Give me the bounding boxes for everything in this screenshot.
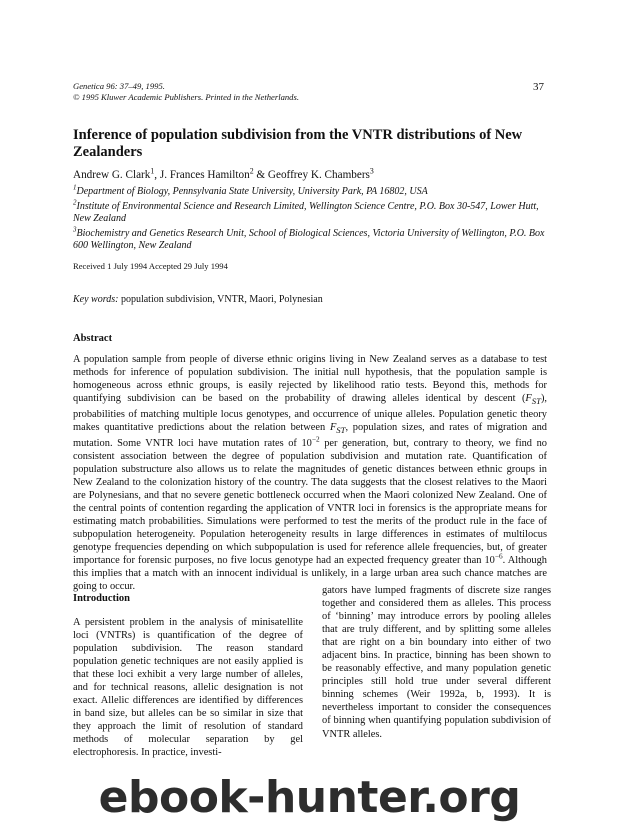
left-column <box>73 593 303 760</box>
received-dates: Received 1 July 1994 Accepted 29 July 1994 <box>73 261 228 271</box>
abstract-heading: Abstract <box>73 333 113 344</box>
paper-title: Inference of population subdivision from the VNTR distributions of New Zealanders <box>73 127 523 160</box>
math-subscript: ST <box>336 425 346 436</box>
abstract-run: A population sample from people of diverse ethnic origins living in New Zealand serves as a database to test methods for inference of population subdivision. The initial null hypothesis, that the population sample is homogeneous across ethnic groups, is easily rejected by likelihood ratio tests. Beyond this, methods for quantifying subdivision can be based on the probability of drawing alleles identical by descent ( <box>73 354 547 404</box>
abstract-run: , population sizes, and rates of migration and mutation. Some VNTR loci have mutation rates of 10 <box>73 422 547 450</box>
affiliation-item <box>73 198 553 225</box>
journal-citation <box>73 81 299 103</box>
math-subscript: ST <box>531 396 541 407</box>
copyright-line: © 1995 Kluwer Academic Publishers. Printed in the Netherlands. <box>73 92 299 102</box>
affiliation-marker: 1 <box>73 183 77 192</box>
affiliation-text: Department of Biology, Pennsylvania State University, University Park, PA 16802, USA <box>76 186 428 197</box>
author-affil-marker: 2 <box>249 166 254 176</box>
abstract-run: ), probabilities of matching multiple locus genotypes, and occurrence of unique alleles. Population genetic theory makes quantitative predictions about the relation between <box>73 393 547 434</box>
affiliation-marker: 3 <box>73 225 77 234</box>
abstract-run: . Although this implies that a match with an innocent individual is unlikely, in a large urban area such chance matches are going to occur. <box>73 555 547 593</box>
keywords-text: population subdivision, VNTR, Maori, Polynesian <box>120 294 323 305</box>
author-name: J. Frances Hamilton <box>159 169 250 181</box>
math-symbol: F <box>329 422 337 434</box>
author-name: Geoffrey K. Chambers <box>267 169 370 181</box>
math-exponent: −2 <box>311 435 320 444</box>
page-number: 37 <box>533 81 544 93</box>
watermark-text: ebook-hunter.org <box>98 772 521 823</box>
author-affil-marker: 3 <box>369 166 374 176</box>
author-name: Andrew G. Clark <box>73 169 151 181</box>
affiliation-item <box>73 183 553 198</box>
affiliation-text: Institute of Environmental Science and Research Limited, Wellington Science Centre, P.O. Box 30-547, Lower Hutt, New Zealand <box>73 201 539 224</box>
journal-line: Genetica 96: 37–49, 1995. <box>73 81 165 91</box>
author-separator: , <box>154 169 160 181</box>
affiliations <box>73 183 553 255</box>
right-column <box>322 584 551 741</box>
introduction-heading: Introduction <box>73 593 130 604</box>
author-list <box>73 166 374 181</box>
abstract-run: per generation, but, contrary to theory, we find no consistent association between the degree of population subdivision and mutation rate. Quantification of population substructure also allows us to relate the magnitudes of genetic distances between ethnic groups in New Zealand to the colonization history of the country. The data suggests that the closest relatives to the Maori are Polynesians, and that no severe genetic bottleneck occurred when the Maori colonized New Zealand. One of the central points of contention regarding the application of VNTR loci in forensics is the appropriate means for estimating match probabilities. Simulations were performed to test the merits of the product rule in the face of subpopulation heterogeneity. Population heterogeneity results in large differences in estimates of multilocus genotype frequencies depending on which subpopulation is used for reference allele frequencies, but, of greater importance for forensic purposes, no five locus genotype had an expected frequency greater than 10 <box>73 438 547 567</box>
math-exponent: −6 <box>494 552 503 561</box>
affiliation-item <box>73 225 553 252</box>
introduction-paragraph-left: A persistent problem in the analysis of minisatellite loci (VNTRs) is quantification of the degree of population subdivision. The reason standard population genetic techniques are not easily applied is that these loci exhibit a very large number of alleles, and for technical reasons, allelic designation is not exact. Allelic differences are identified by differences in band size, but alleles can be so similar in size that they approach the limit of resolution of standard methods of molecular separation by gel electrophoresis. In practice, investi- <box>73 617 303 759</box>
author-affil-marker: 1 <box>150 166 155 176</box>
abstract-text <box>73 353 547 593</box>
affiliation-marker: 2 <box>73 198 77 207</box>
affiliation-text: Biochemistry and Genetics Research Unit, School of Biological Sciences, Victoria University of Wellington, P.O. Box 600 Wellington, New Zealand <box>73 228 545 251</box>
math-symbol: F <box>525 393 532 404</box>
author-separator: & <box>253 169 268 181</box>
keywords-label: Key words: <box>73 294 119 305</box>
keywords <box>73 294 323 305</box>
introduction-paragraph-right: gators have lumped fragments of discrete size ranges together and considered them as alleles. This process of ‘binning’ may introduce errors by pooling alleles that are truly different, and by splitting some alleles that are right on a bin boundary into either of two adjacent bins. In practice, binning has been shown to be reasonably effective, and many population genetic principles still hold true under several different binning schemes (Weir 1992a, b, 1993). It is nevertheless important to consider the consequences of binning when quantifying population subdivision of VNTR alleles. <box>322 585 551 740</box>
